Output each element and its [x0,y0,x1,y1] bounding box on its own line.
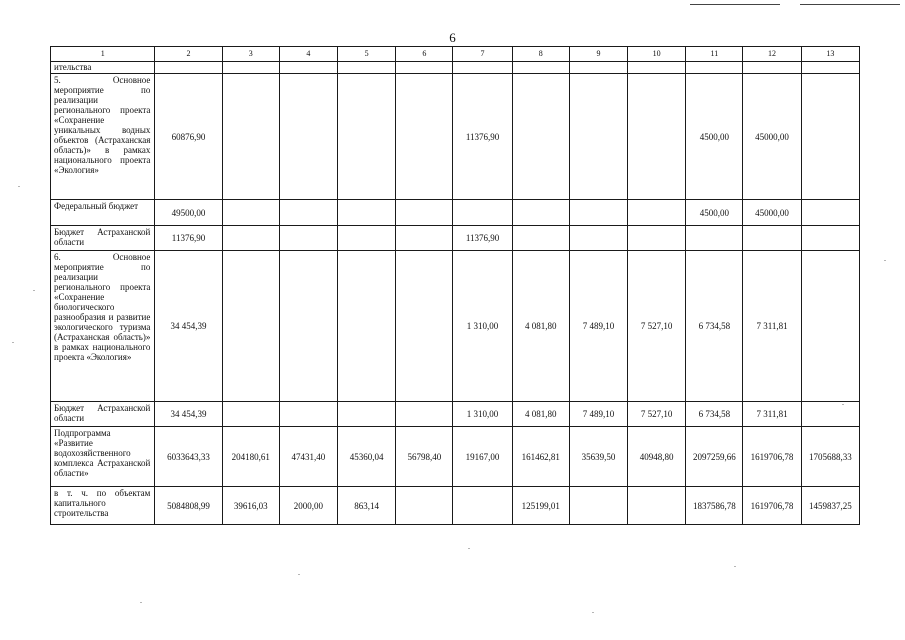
table-cell [396,487,453,525]
table-cell [512,200,569,226]
column-header: 7 [453,47,512,62]
table-cell: 7 527,10 [628,402,686,427]
column-header: 5 [338,47,396,62]
table-cell: 35639,50 [569,427,627,487]
table-cell [801,62,859,74]
table-cell [569,487,627,525]
column-header: 10 [628,47,686,62]
column-header: 13 [801,47,859,62]
table-cell [801,200,859,226]
table-row [51,62,860,74]
table-cell [453,62,512,74]
table-cell: 7 311,81 [743,402,801,427]
table-cell: 863,14 [338,487,396,525]
table-cell [338,226,396,251]
scan-speck [298,574,300,575]
table-cell: 7 489,10 [569,402,627,427]
table-cell: 7 311,81 [743,251,801,402]
table-cell: 11376,90 [453,226,512,251]
column-header: 4 [279,47,337,62]
table-row [51,427,860,487]
table-cell [396,74,453,200]
table-cell [628,62,686,74]
table-cell: 1459837,25 [801,487,859,525]
table-cell [628,74,686,200]
row-label: в т. ч. по объектам капитального строительства [51,487,155,525]
table-cell: 4 081,80 [512,402,569,427]
table-cell: 40948,80 [628,427,686,487]
column-header: 2 [155,47,222,62]
table-cell [222,226,279,251]
budget-table [50,46,860,525]
table-cell [628,487,686,525]
row-label: 5. Основное мероприятие по реализации регионального проекта «Сохранение уникальных водных объектов (Астраханская область)» в рамках национального проекта «Экология» [51,74,155,200]
row-label: Федеральный бюджет [51,200,155,226]
row-label: 6. Основное мероприятие по реализации регионального проекта «Сохранение биологического разнообразия и развитие экологического туризма (Астраханская область)» в рамках национального проекта «Экология» [51,251,155,402]
table-cell: 125199,01 [512,487,569,525]
table-cell: 7 489,10 [569,251,627,402]
table-cell: 7 527,10 [628,251,686,402]
scan-speck [842,404,844,405]
table-cell [338,74,396,200]
table-cell [686,226,743,251]
table-cell [396,402,453,427]
table-cell [279,62,337,74]
table-cell: 4 081,80 [512,251,569,402]
table-cell [453,487,512,525]
row-label: Бюджет Астраханской области [51,226,155,251]
column-header: 8 [512,47,569,62]
table-cell [801,74,859,200]
table-cell [512,62,569,74]
table-cell [396,226,453,251]
table-cell [686,62,743,74]
table-cell: 56798,40 [396,427,453,487]
table-cell: 6033643,33 [155,427,222,487]
table-cell: 4500,00 [686,200,743,226]
table-cell [279,226,337,251]
column-header: 11 [686,47,743,62]
table-cell [222,402,279,427]
table-cell: 34 454,39 [155,251,222,402]
table-cell: 1 310,00 [453,402,512,427]
table-row [51,226,860,251]
table-cell [743,62,801,74]
table-cell: 11376,90 [155,226,222,251]
table-cell [279,74,337,200]
table-cell: 6 734,58 [686,251,743,402]
table-cell: 49500,00 [155,200,222,226]
table-cell [628,226,686,251]
table-cell [396,62,453,74]
table-cell [338,200,396,226]
scan-speck [33,290,35,291]
table-cell: 204180,61 [222,427,279,487]
scan-speck [884,260,886,261]
table-cell [222,200,279,226]
table-cell: 1619706,78 [743,427,801,487]
table-cell [222,74,279,200]
column-header-row [51,47,860,62]
table-cell: 1 310,00 [453,251,512,402]
table-cell [569,62,627,74]
scan-speck [468,548,470,549]
table-cell: 60876,90 [155,74,222,200]
column-header: 12 [743,47,801,62]
page-number: 6 [449,30,456,45]
table-cell [279,200,337,226]
column-header: 9 [569,47,627,62]
table-cell [569,226,627,251]
table-cell [801,251,859,402]
table-cell [338,251,396,402]
column-header: 6 [396,47,453,62]
table-cell [569,74,627,200]
table-cell: 47431,40 [279,427,337,487]
column-header: 3 [222,47,279,62]
table-row [51,402,860,427]
column-header: 1 [51,47,155,62]
table-cell [801,402,859,427]
table-cell: 39616,03 [222,487,279,525]
row-label: Подпрограмма «Развитие водохозяйственного комплекса Астраханской области» [51,427,155,487]
table-cell [396,200,453,226]
table-cell [338,62,396,74]
table-cell [155,62,222,74]
table-cell [628,200,686,226]
top-rule-left [690,4,780,5]
table-cell [512,74,569,200]
table-cell: 2000,00 [279,487,337,525]
table-cell: 45000,00 [743,200,801,226]
table-cell [569,200,627,226]
table-cell: 4500,00 [686,74,743,200]
scan-speck [18,186,20,187]
table-row [51,251,860,402]
row-label: Бюджет Астраханской области [51,402,155,427]
table-cell [453,200,512,226]
row-label: ительства [51,62,155,74]
table-cell: 2097259,66 [686,427,743,487]
table-cell [801,226,859,251]
table-cell [222,62,279,74]
table-cell: 19167,00 [453,427,512,487]
table-cell: 1705688,33 [801,427,859,487]
scan-speck [734,566,736,567]
top-rule-right [800,4,900,5]
table-cell [512,226,569,251]
table-cell [338,402,396,427]
table-cell: 5084808,99 [155,487,222,525]
scan-speck [12,342,14,343]
table-row [51,200,860,226]
table-row [51,74,860,200]
table-cell: 11376,90 [453,74,512,200]
table-cell [222,251,279,402]
table-cell [396,251,453,402]
table-cell: 1619706,78 [743,487,801,525]
table-row [51,487,860,525]
table-cell [279,251,337,402]
table-cell: 34 454,39 [155,402,222,427]
table-cell [743,226,801,251]
scan-speck [140,602,142,603]
table-cell: 6 734,58 [686,402,743,427]
table-cell: 45000,00 [743,74,801,200]
table-cell: 161462,81 [512,427,569,487]
table-cell: 1837586,78 [686,487,743,525]
table-cell [279,402,337,427]
table-cell: 45360,04 [338,427,396,487]
scan-speck [592,612,594,613]
